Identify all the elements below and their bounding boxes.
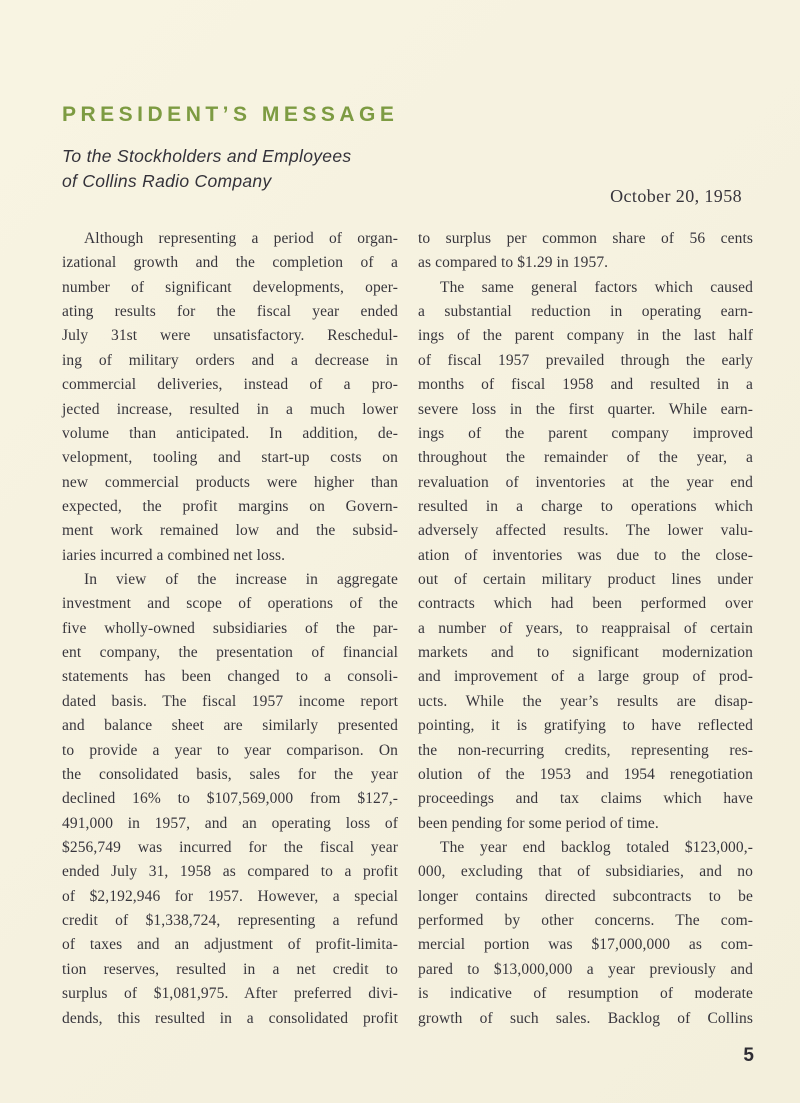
text-line: ating results for the fiscal year ended [62, 303, 398, 321]
text-line: In view of the increase in aggregate [84, 571, 398, 589]
text-line: of $2,192,946 for 1957. However, a special [62, 887, 398, 905]
text-line: to surplus per common share of 56 cents [418, 230, 753, 247]
text-line: izational growth and the completion of a [62, 254, 398, 272]
text-line: surplus of $1,081,975. After preferred divi- [62, 985, 398, 1003]
text-line: is indicative of resumption of moderate [418, 985, 753, 1003]
text-line: and improvement of a large group of prod- [418, 668, 753, 686]
text-line: 491,000 in 1957, and an operating loss of [62, 814, 398, 832]
text-line: July 31st were unsatisfactory. Reschedul- [62, 327, 398, 345]
text-line: ucts. While the year’s results are disap- [418, 692, 753, 710]
text-line: pointing, it is gratifying to have reflected [418, 717, 753, 735]
text-column-left [62, 227, 398, 1031]
paragraph [418, 227, 753, 276]
salutation [62, 144, 351, 194]
salutation-line-2: of Collins Radio Company [62, 171, 272, 191]
text-line: a number of years, to reappraisal of certain [418, 619, 753, 637]
text-line: and balance sheet are similarly presented [62, 717, 398, 735]
text-line: ation of inventories was due to the close- [418, 546, 753, 564]
text-line: number of significant developments, oper- [62, 278, 398, 296]
text-line: performed by other concerns. The com- [418, 912, 753, 930]
page-title: PRESIDENT’S MESSAGE [62, 103, 399, 126]
text-line: of fiscal 1957 prevailed through the early [418, 351, 753, 369]
text-line: $256,749 was incurred for the fiscal year [62, 838, 398, 856]
text-line: mercial portion was $17,000,000 as com- [418, 936, 753, 954]
text-line: as compared to $1.29 in 1957. [418, 254, 609, 272]
text-line: five wholly-owned subsidiaries of the par- [62, 619, 398, 637]
paragraph [62, 227, 398, 568]
salutation-line-1: To the Stockholders and Employees [62, 146, 352, 166]
text-line: Although representing a period of organ- [84, 230, 398, 247]
text-line: credit of $1,338,724, representing a refund [62, 912, 398, 930]
text-line: proceedings and tax claims which have [418, 790, 753, 808]
text-line: commercial deliveries, instead of a pro- [62, 376, 398, 394]
text-line: ings of the parent company improved [418, 424, 753, 442]
text-line: a substantial reduction in operating earn- [418, 303, 753, 321]
text-line: pared to $13,000,000 a year previously and [418, 960, 753, 978]
text-line: The same general factors which caused [440, 278, 753, 296]
paragraph [62, 568, 398, 1031]
text-column-right [418, 227, 753, 1031]
text-line: expected, the profit margins on Govern- [62, 497, 398, 515]
text-line: growth of such sales. Backlog of Collins [418, 1009, 753, 1027]
text-line: olution of the 1953 and 1954 renegotiation [418, 765, 753, 783]
date-line: October 20, 1958 [610, 186, 742, 206]
text-line: markets and to significant modernization [418, 644, 753, 662]
text-line: contracts which had been performed over [418, 595, 753, 613]
text-line: the consolidated basis, sales for the year [62, 765, 398, 783]
text-line: statements has been changed to a consoli- [62, 668, 398, 686]
text-line: throughout the remainder of the year, a [418, 449, 753, 467]
text-line: iaries incurred a combined net loss. [62, 546, 286, 564]
text-line: longer contains directed subcontracts to be [418, 887, 753, 905]
text-line: the non-recurring credits, representing res- [418, 741, 753, 759]
text-line: velopment, tooling and start-up costs on [62, 449, 398, 467]
text-line: been pending for some period of time. [418, 814, 659, 832]
text-line: ing of military orders and a decrease in [62, 351, 398, 369]
text-line: ment work remained low and the subsid- [62, 522, 398, 540]
body-columns [62, 227, 753, 1031]
text-line: new commercial products were higher than [62, 473, 398, 491]
text-line: dends, this resulted in a consolidated profit [62, 1009, 398, 1027]
text-line: jected increase, resulted in a much lower [62, 400, 398, 418]
text-line: to provide a year to year comparison. On [62, 741, 398, 759]
text-line: months of fiscal 1958 and resulted in a [418, 376, 753, 394]
text-line: of taxes and an adjustment of profit-limita- [62, 936, 398, 954]
page-number: 5 [743, 1045, 754, 1066]
paragraph [418, 836, 753, 1031]
text-line: revaluation of inventories at the year end [418, 473, 753, 491]
text-line: dated basis. The fiscal 1957 income report [62, 692, 398, 710]
text-line: resulted in a charge to operations which [418, 497, 753, 515]
text-line: The year end backlog totaled $123,000,- [440, 838, 753, 856]
text-line: out of certain military product lines under [418, 571, 753, 589]
text-line: ent company, the presentation of financial [62, 644, 398, 662]
text-line: ings of the parent company in the last half [418, 327, 753, 345]
text-line: adversely affected results. The lower valu- [418, 522, 753, 540]
text-line: severe loss in the first quarter. While earn- [418, 400, 753, 418]
paragraph [418, 276, 753, 836]
text-line: 000, excluding that of subsidiaries, and no [418, 863, 753, 881]
text-line: volume than anticipated. In addition, de- [62, 424, 398, 442]
text-line: tion reserves, resulted in a net credit to [62, 960, 398, 978]
text-line: ended July 31, 1958 as compared to a profit [62, 863, 398, 881]
text-line: investment and scope of operations of the [62, 595, 398, 613]
text-line: declined 16% to $107,569,000 from $127,- [62, 790, 398, 808]
